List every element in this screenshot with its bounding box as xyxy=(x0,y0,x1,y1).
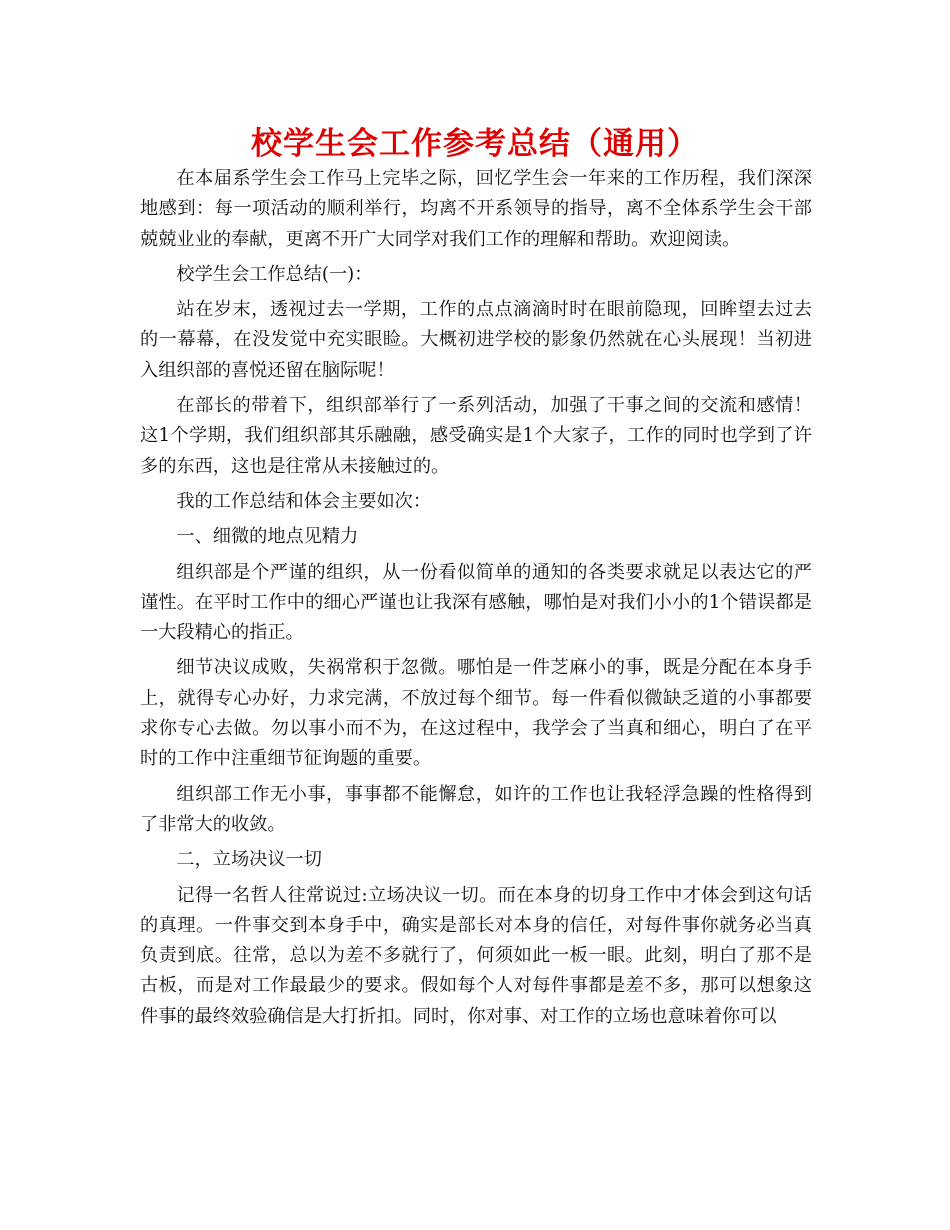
section-heading: 校学生会工作总结(一)： xyxy=(176,263,373,285)
section-heading: 二，立场决议一切 xyxy=(176,849,322,871)
body-paragraph: 组织部是个严谨的组织，从一份看似简单的通知的各类要求就足以表达它的严谨性。在平时工作中的细心严谨也让我深有感触，哪怕是对我们小小的1个错误都是一大段精心的指正。 xyxy=(140,561,812,644)
body-paragraph: 在部长的带着下，组织部举行了一系列活动，加强了干事之间的交流和感情！这1个学期，我们组织部其乐融融，感受确实是1个大家子，工作的同时也学到了许多的东西，这也是往常从未接触过的。 xyxy=(140,395,812,477)
body-paragraph: 站在岁末，透视过去一学期，工作的点点滴滴时时在眼前隐现，回眸望去过去的一幕幕，在没发觉中充实眼睑。大概初进学校的影象仍然就在心头展现！当初进入组织部的喜悦还留在脑际呢！ xyxy=(140,299,812,381)
section-heading: 一、细微的地点见精力 xyxy=(176,526,359,548)
body-paragraph: 细节决议成败，失祸常积于忽微。哪怕是一件芝麻小的事，既是分配在本身手上，就得专心办好，力求完满，不放过每个细节。每一件看似微缺乏道的小事都要求你专心去做。勿以事小而不为，在这过程中，我学会了当真和细心，明白了在平时的工作中注重细节征询题的重要。 xyxy=(140,657,812,770)
body-paragraph: 我的工作总结和体会主要如次： xyxy=(176,490,432,512)
body-paragraph: 记得一名哲人往常说过:立场决议一切。而在本身的切身工作中才体会到这句话的真理。一件事交到本身手中，确实是部长对本身的信任，对每件事你就务必当真负责到底。往常，总以为差不多就行了，何须如此一板一眼。此刻，明白了那不是古板，而是对工作最最少的要求。假如每个人对每件事都是差不多，那可以想象这件事的最终效验确信是大打折扣。同时，你对事、对工作的立场也意味着你可以 xyxy=(140,884,812,1027)
body-paragraph: 在本届系学生会工作马上完毕之际，回忆学生会一年来的工作历程，我们深深地感到：每一项活动的顺利举行，均离不开系领导的指导，离不全体系学生会干部兢兢业业的奉献，更离不开广大同学对我们工作的理解和帮助。欢迎阅读。 xyxy=(140,168,812,250)
document-title: 校学生会工作参考总结（通用） xyxy=(251,126,699,162)
document-body xyxy=(140,164,812,1032)
body-paragraph: 组织部工作无小事，事事都不能懈怠，如许的工作也让我轻浮急躁的性格得到了非常大的收敛。 xyxy=(140,783,812,835)
